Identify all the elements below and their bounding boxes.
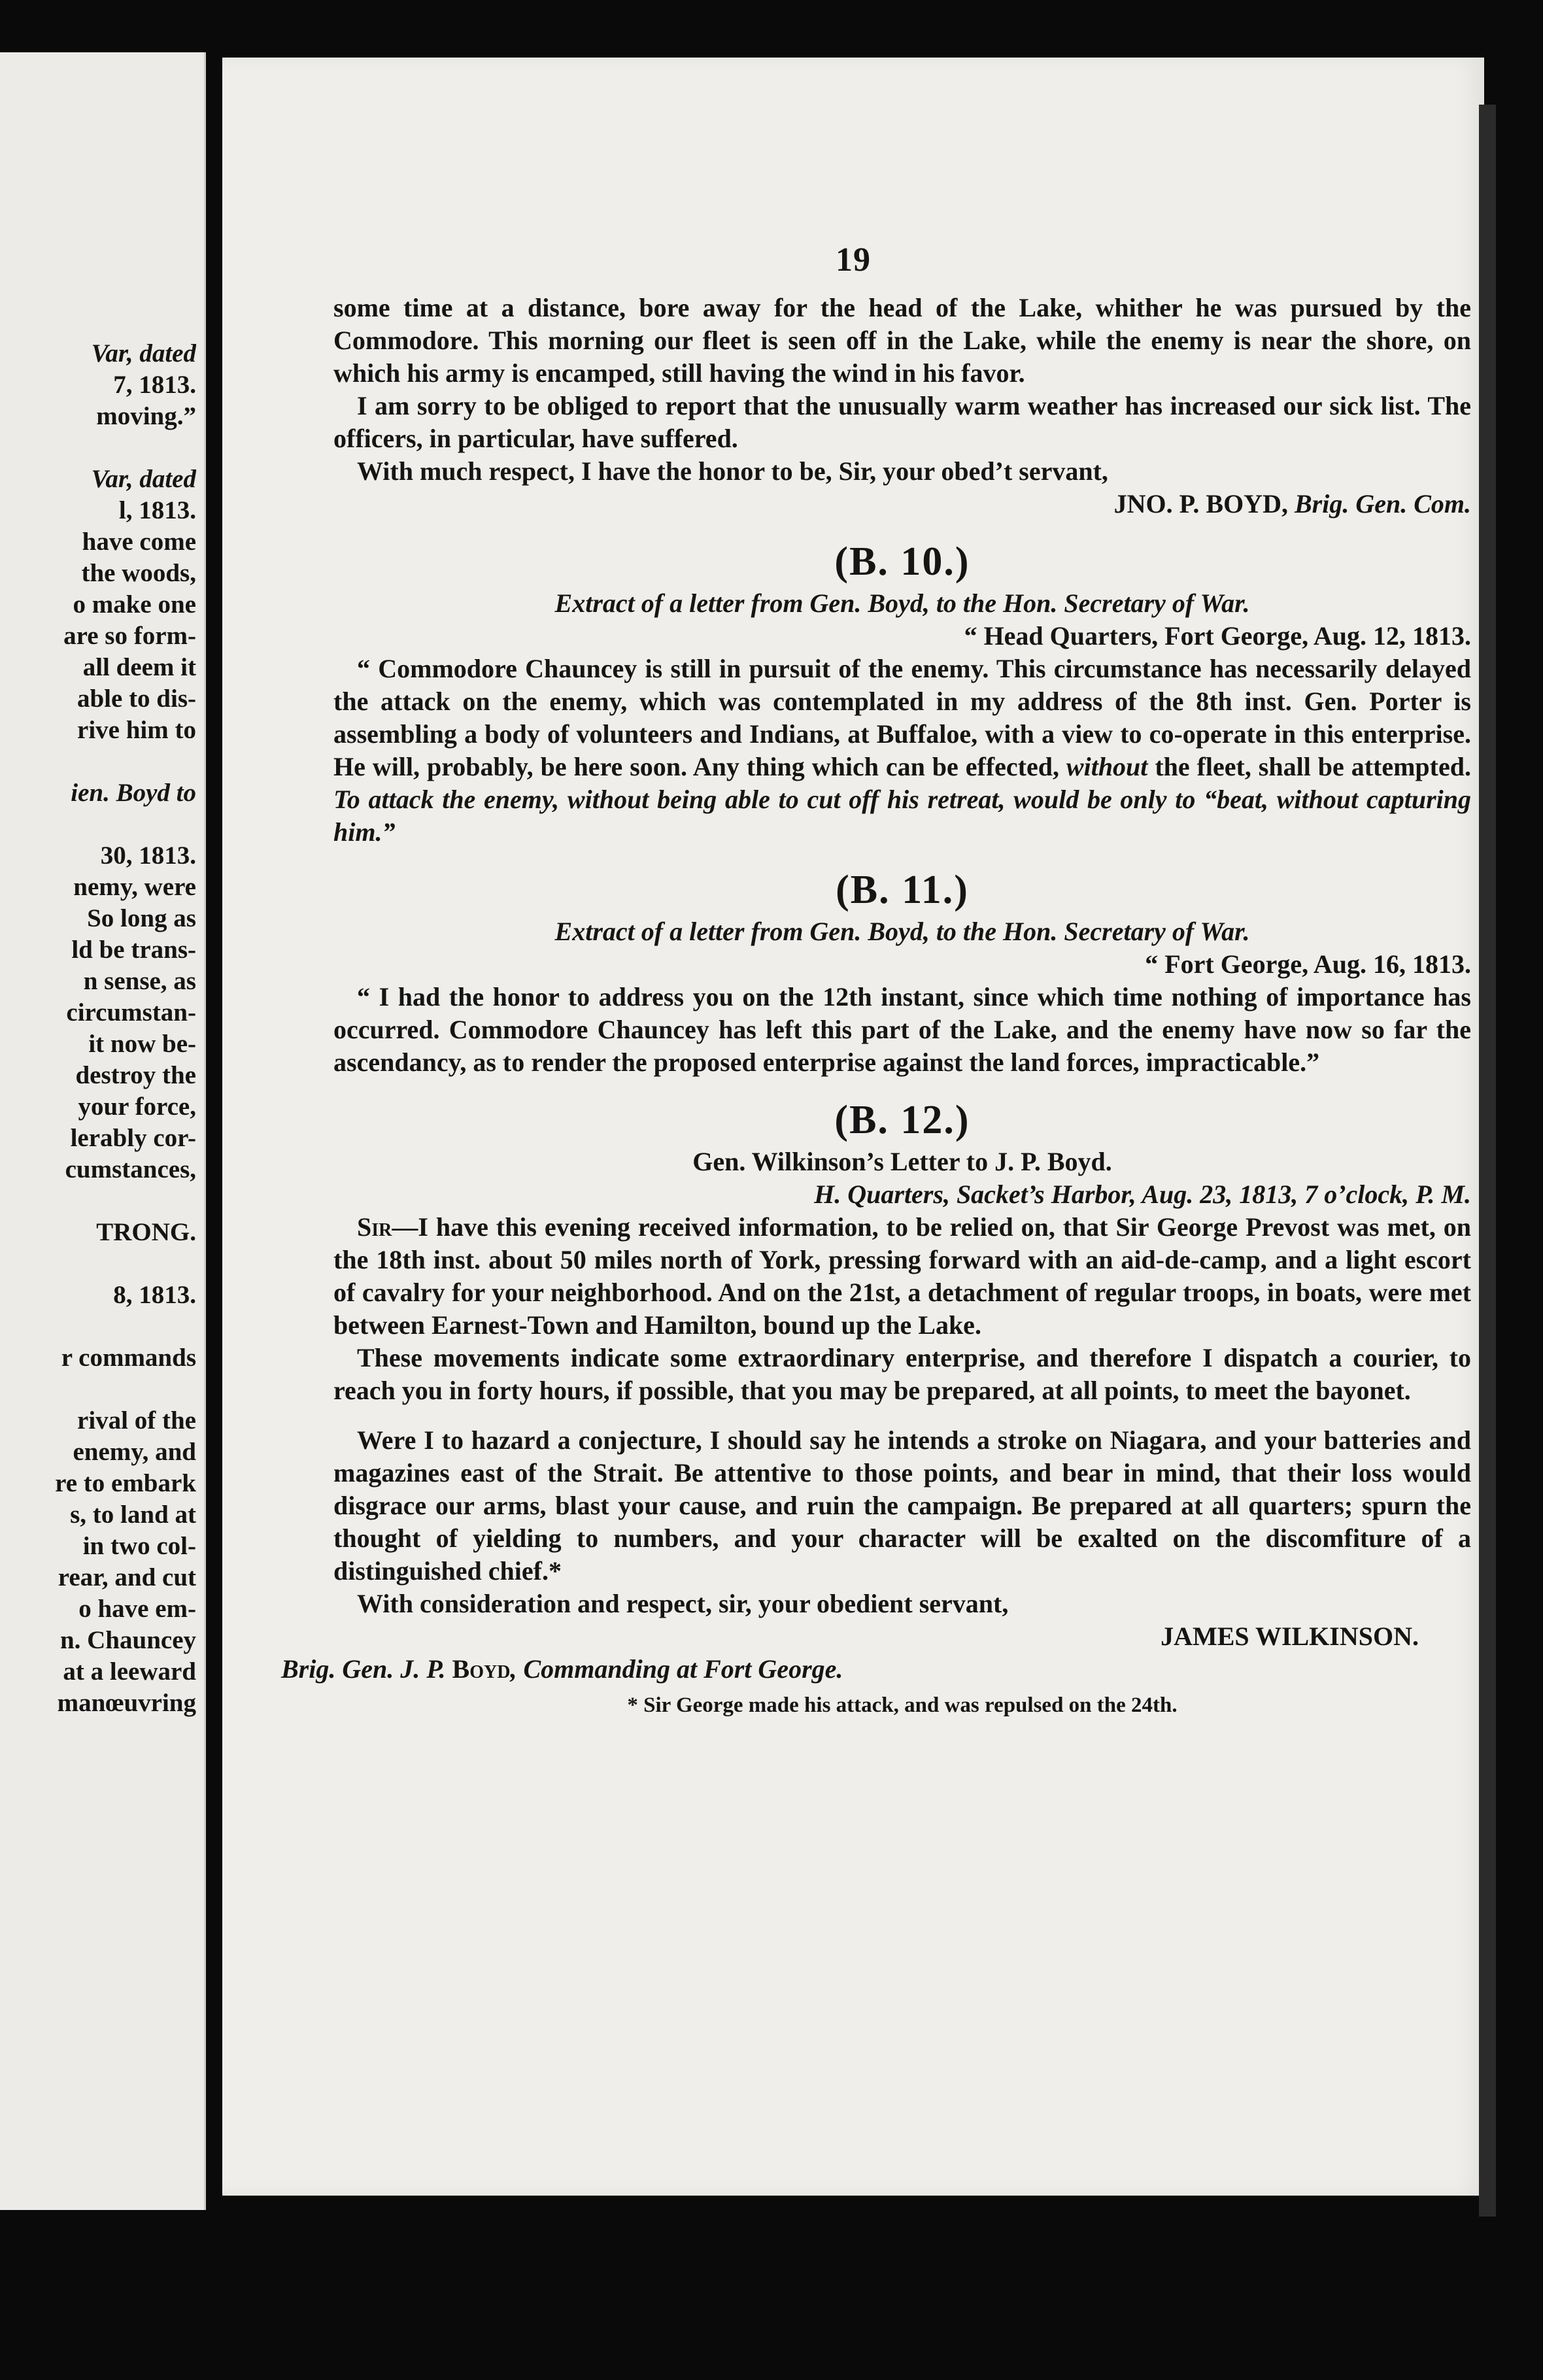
facing-page-line: destroy the: [75, 1062, 196, 1089]
facing-page-line: re to embark: [55, 1470, 196, 1497]
facing-page-line: o have em-: [78, 1595, 196, 1623]
facing-page-line: s, to land at: [70, 1501, 196, 1529]
signature-name: JNO. P. BOYD,: [1113, 489, 1288, 518]
b12-paragraph-3: Were I to hazard a conjecture, I should say he intends a stroke on Niagara, and your batteries and magazines east of the Strait. Be attentive to those points, and bear in mind, that their loss would disgrace our arms, blast your cause, and ruin the campaign. Be prepared at all quarters; spurn the thought of yielding to numbers, and your character will be exalted on the discomfiture of a distinguished chief.*: [333, 1425, 1471, 1586]
facing-page-line: [0, 1313, 196, 1344]
b12-closing: With consideration and respect, sir, your obedient servant,: [357, 1589, 1009, 1618]
sick-list-paragraph: I am sorry to be obliged to report that the unusually warm weather has increased our sick list. The officers, in particular, have suffered.: [333, 391, 1471, 453]
closing-line: With much respect, I have the honor to be, Sir, your obed’t servant,: [357, 456, 1108, 486]
facing-page-text: [0, 340, 196, 1721]
facing-page-line: [0, 748, 196, 779]
facing-page-line: your force,: [78, 1093, 196, 1121]
facing-page-line: manœuvring: [57, 1690, 196, 1717]
b10-body: “ Commodore Chauncey is still in pursuit of the enemy. This circumstance has necessarily delayed the attack on the enemy, which was contemplated in my address of the 8th inst. Gen. Porter is assembling a body of volunteers and Indians, at Buffaloe, with a view to co-operate in this enterprise. He will, probably, be here soon. Any thing which can be effected, without the fleet, shall be attempted. To attack the enemy, without being able to cut off his retreat, would be only to “beat, without capturing him.”: [333, 654, 1471, 847]
facing-page-line: ien. Boyd to: [71, 779, 196, 807]
facing-page-line: 8, 1813.: [113, 1282, 196, 1309]
salutation: Sir: [357, 1212, 392, 1242]
facing-page-line: So long as: [87, 905, 196, 932]
footnote: * Sir George made his attack, and was repulsed on the 24th.: [627, 1693, 1178, 1717]
facing-page-fragment: [0, 52, 206, 2210]
facing-page-line: moving.”: [96, 403, 196, 430]
section-heading-b11: (B. 11.): [836, 868, 969, 912]
page-number: 19: [836, 241, 871, 279]
facing-page-line: ld be trans-: [71, 936, 196, 964]
facing-page-line: r commands: [61, 1344, 196, 1372]
facing-page-line: [0, 434, 196, 466]
facing-page-line: [0, 1376, 196, 1407]
facing-page-line: lerably cor-: [70, 1125, 196, 1152]
b12-paragraph-1: Sir—I have this evening received information, to be relied on, that Sir George Prevost was met, on the 18th inst. about 50 miles north of York, pressing forward with an aid-de-camp, and a light escort of cavalry for your neighborhood. And on the 21st, a detachment of regular troops, in boats, were met between Earnest-Town and Hamilton, bound up the Lake.: [333, 1212, 1471, 1340]
addressee-line: Brig. Gen. J. P. Boyd, Commanding at Fort George.: [281, 1654, 843, 1684]
facing-page-line: [0, 811, 196, 842]
facing-page-line: rival of the: [77, 1407, 196, 1435]
facing-page-line: rear, and cut: [58, 1564, 196, 1591]
facing-page-line: at a leeward: [63, 1658, 196, 1686]
facing-page-line: are so form-: [63, 622, 196, 650]
b11-subtitle: Extract of a letter from Gen. Boyd, to the Hon. Secretary of War.: [554, 917, 1250, 946]
facing-page-line: n sense, as: [83, 968, 196, 995]
facing-page-line: o make one: [73, 591, 196, 619]
facing-page-line: have come: [82, 528, 196, 556]
facing-page-line: cumstances,: [65, 1156, 196, 1183]
facing-page-line: [0, 1250, 196, 1282]
page-edge-shadow: [1479, 105, 1496, 2217]
page-body: [281, 292, 1471, 1720]
wilkinson-signature: JAMES WILKINSON.: [1161, 1622, 1419, 1651]
b12-dateline: H. Quarters, Sacket’s Harbor, Aug. 23, 1813, 7 o’clock, P. M.: [814, 1180, 1471, 1209]
facing-page-line: TRONG.: [96, 1219, 196, 1246]
b10-dateline: “ Head Quarters, Fort George, Aug. 12, 1813.: [964, 621, 1471, 651]
document-page: [222, 58, 1484, 2196]
signature-title: Brig. Gen. Com.: [1294, 489, 1471, 518]
facing-page-line: enemy, and: [73, 1438, 196, 1466]
facing-page-line: all deem it: [82, 654, 196, 681]
section-heading-b10: (B. 10.): [834, 539, 970, 584]
facing-page-line: able to dis-: [76, 685, 196, 713]
b10-subtitle: Extract of a letter from Gen. Boyd, to the Hon. Secretary of War.: [554, 588, 1250, 618]
facing-page-line: circumstan-: [66, 999, 196, 1027]
boyd-signature: [333, 488, 1471, 520]
facing-page-line: [0, 1187, 196, 1219]
b11-body: “ I had the honor to address you on the 12th instant, since which time nothing of importance has occurred. Commodore Chauncey has left this part of the Lake, and the enemy have now so far the ascendancy, as to render the proposed enterprise against the land forces, impracticable.”: [333, 982, 1471, 1077]
facing-page-line: rive him to: [77, 717, 196, 744]
facing-page-line: the woods,: [81, 560, 196, 587]
facing-page-line: it now be-: [88, 1030, 196, 1058]
facing-page-line: 7, 1813.: [113, 371, 196, 399]
facing-page-line: l, 1813.: [118, 497, 196, 524]
b11-dateline: “ Fort George, Aug. 16, 1813.: [1145, 949, 1471, 979]
b12-paragraph-2: These movements indicate some extraordinary enterprise, and therefore I dispatch a courier, to reach you in forty hours, if possible, that you may be prepared, at all points, to meet the bayonet.: [333, 1343, 1471, 1405]
facing-page-line: nemy, were: [73, 874, 196, 901]
facing-page-line: 30, 1813.: [100, 842, 196, 870]
facing-page-line: in two col-: [82, 1533, 196, 1560]
section-heading-b12: (B. 12.): [834, 1098, 970, 1142]
facing-page-line: n. Chauncey: [59, 1627, 196, 1654]
opening-paragraph: some time at a distance, bore away for the head of the Lake, whither he was pursued by the Commodore. This morning our fleet is seen off in the Lake, while the enemy is near the shore, on which his army is encamped, still having the wind in his favor.: [333, 293, 1471, 388]
b12-title: Gen. Wilkinson’s Letter to J. P. Boyd.: [692, 1147, 1112, 1176]
facing-page-line: Var, dated: [91, 340, 196, 367]
facing-page-line: Var, dated: [91, 466, 196, 493]
